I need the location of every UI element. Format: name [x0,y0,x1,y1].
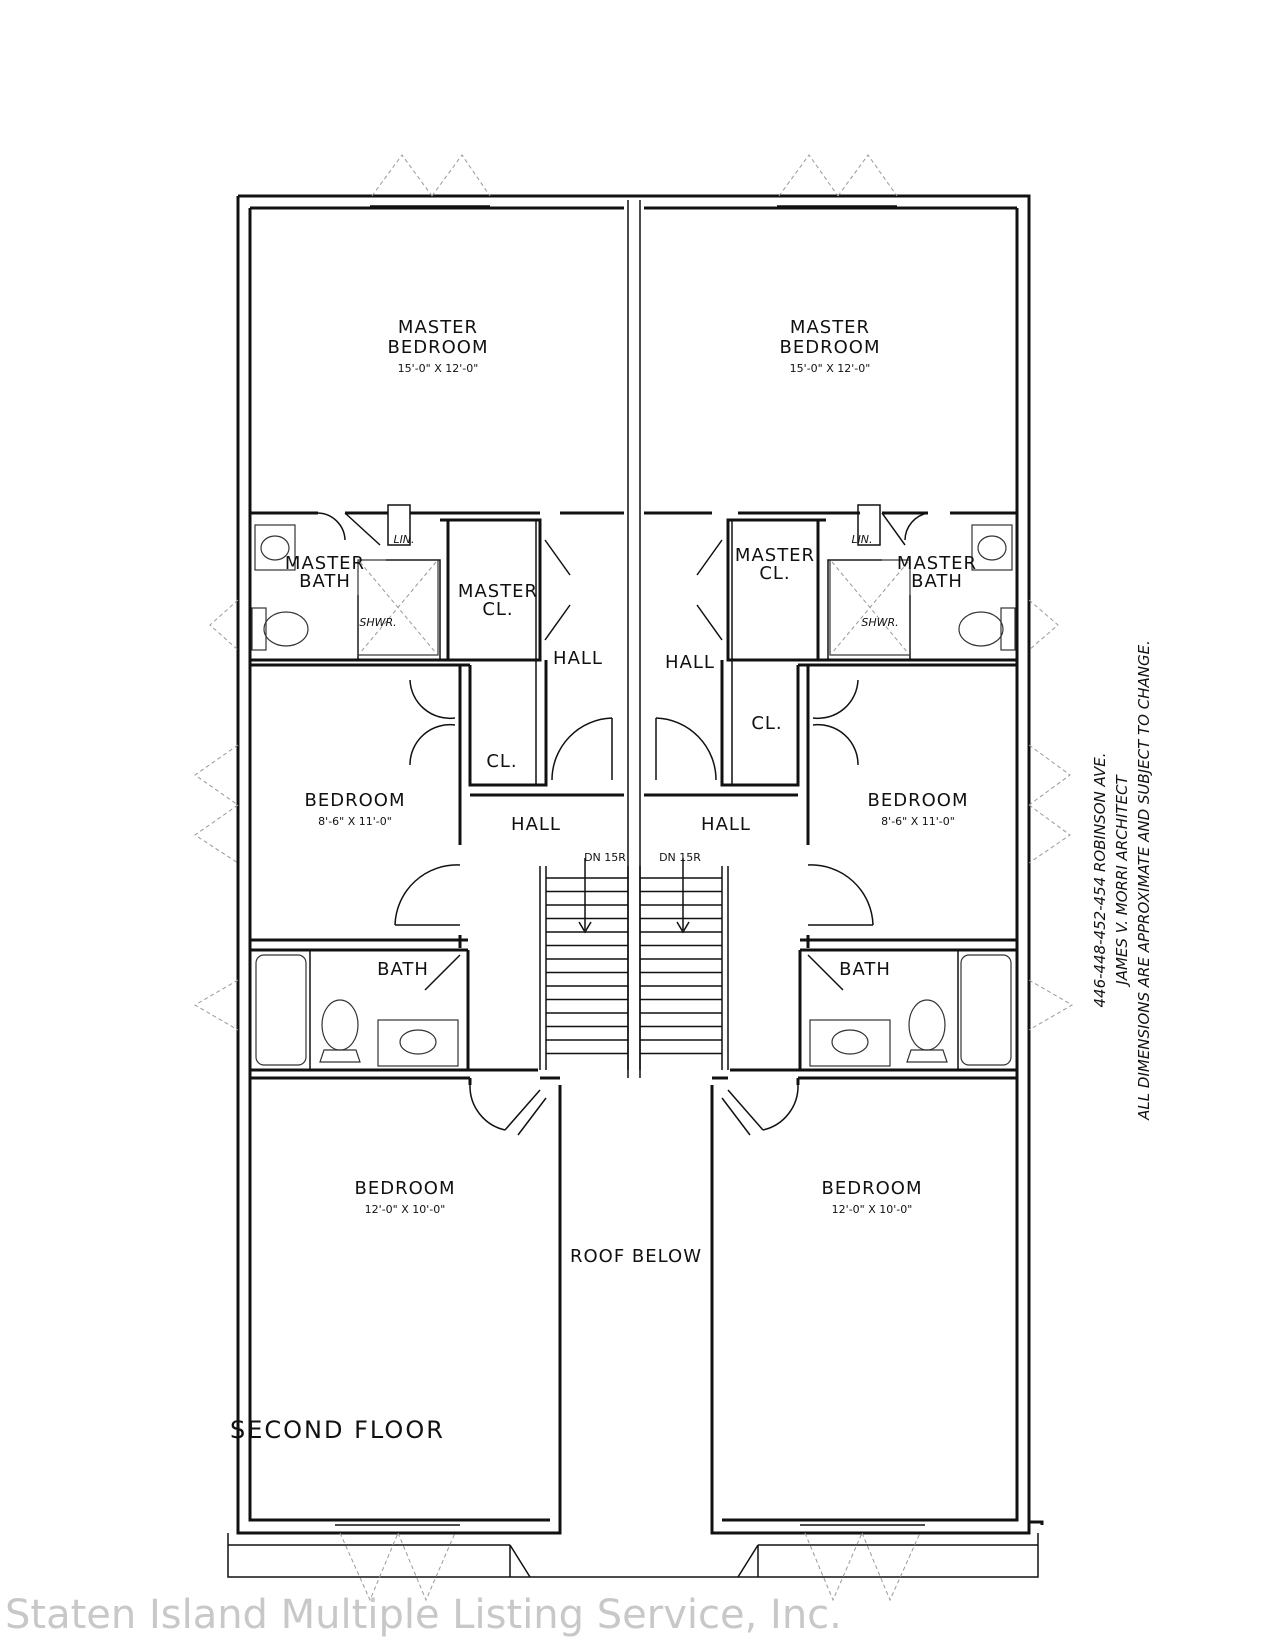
right-master-closet-label: MASTER [734,545,816,566]
left-bedroom-mid-dims: 8'-6" X 11'-0" [318,815,392,828]
architect-note: JAMES V. MORRI ARCHITECT [1113,775,1131,985]
watermark-text: Staten Island Multiple Listing Service, Inc. [5,1592,842,1638]
right-stair [640,858,728,1070]
toilet-icon [320,1050,360,1062]
exterior-walls [228,196,1042,1577]
right-master-bedroom-label: MASTER [789,317,871,338]
left-unit-labels [285,317,626,1216]
sink-icon [378,1020,458,1066]
right-bedroom-mid-dims: 8'-6" X 11'-0" [881,815,955,828]
left-hall-stair-label: HALL [511,814,561,835]
right-linen-label: LIN. [851,533,873,546]
right-master-bedroom-dims: 15'-0" X 12'-0" [789,362,871,375]
right-master-bedroom-label-2: BEDROOM [779,337,881,358]
right-master-closet-label-2: CL. [759,563,791,584]
right-master-bath-label: MASTER [896,553,978,574]
left-bedroom-rear-dims: 12'-0" X 10'-0" [364,1203,446,1216]
left-hall-upper-label: HALL [553,648,603,669]
left-master-bedroom-label: MASTER [397,317,479,338]
left-shower-label: SHWR. [359,616,397,629]
disclaimer-note: ALL DIMENSIONS ARE APPROXIMATE AND SUBJECT TO CHANGE. [1135,640,1153,1120]
windows [195,155,1072,1600]
left-stair-label: DN 15R [584,851,626,864]
right-closet-label: CL. [751,713,783,734]
right-hall-stair-label: HALL [701,814,751,835]
right-stair-label: DN 15R [659,851,701,864]
bathtub-icon [961,955,1011,1065]
architect-notes [1091,640,1153,1121]
sink-icon [810,1020,890,1066]
right-hall-upper-label: HALL [665,652,715,673]
address-note: 446-448-452-454 ROBINSON AVE. [1091,752,1109,1008]
left-bedroom-rear-label: BEDROOM [354,1178,456,1199]
right-bedroom-mid-label: BEDROOM [867,790,969,811]
left-master-bath-label-2: BATH [299,571,351,592]
left-master-bedroom-dims: 15'-0" X 12'-0" [397,362,479,375]
left-master-bath-label: MASTER [284,553,366,574]
right-master-bath-label-2: BATH [911,571,963,592]
right-unit-labels [659,317,977,1216]
right-bath-label: BATH [839,959,891,980]
left-stair [540,858,628,1070]
left-closet-label: CL. [486,751,518,772]
right-bedroom-rear-label: BEDROOM [821,1178,923,1199]
bathtub-icon [256,955,306,1065]
roof-below-label: ROOF BELOW [570,1246,702,1267]
drawing-title: SECOND FLOOR [230,1416,445,1444]
toilet-icon [907,1050,947,1062]
left-master-closet-label-2: CL. [482,599,514,620]
doors [318,513,928,1135]
right-bedroom-rear-dims: 12'-0" X 10'-0" [831,1203,913,1216]
left-bath-label: BATH [377,959,429,980]
left-master-bedroom-label-2: BEDROOM [387,337,489,358]
left-linen-label: LIN. [393,533,415,546]
left-master-closet-label: MASTER [457,581,539,602]
right-shower-label: SHWR. [861,616,899,629]
left-bedroom-mid-label: BEDROOM [304,790,406,811]
